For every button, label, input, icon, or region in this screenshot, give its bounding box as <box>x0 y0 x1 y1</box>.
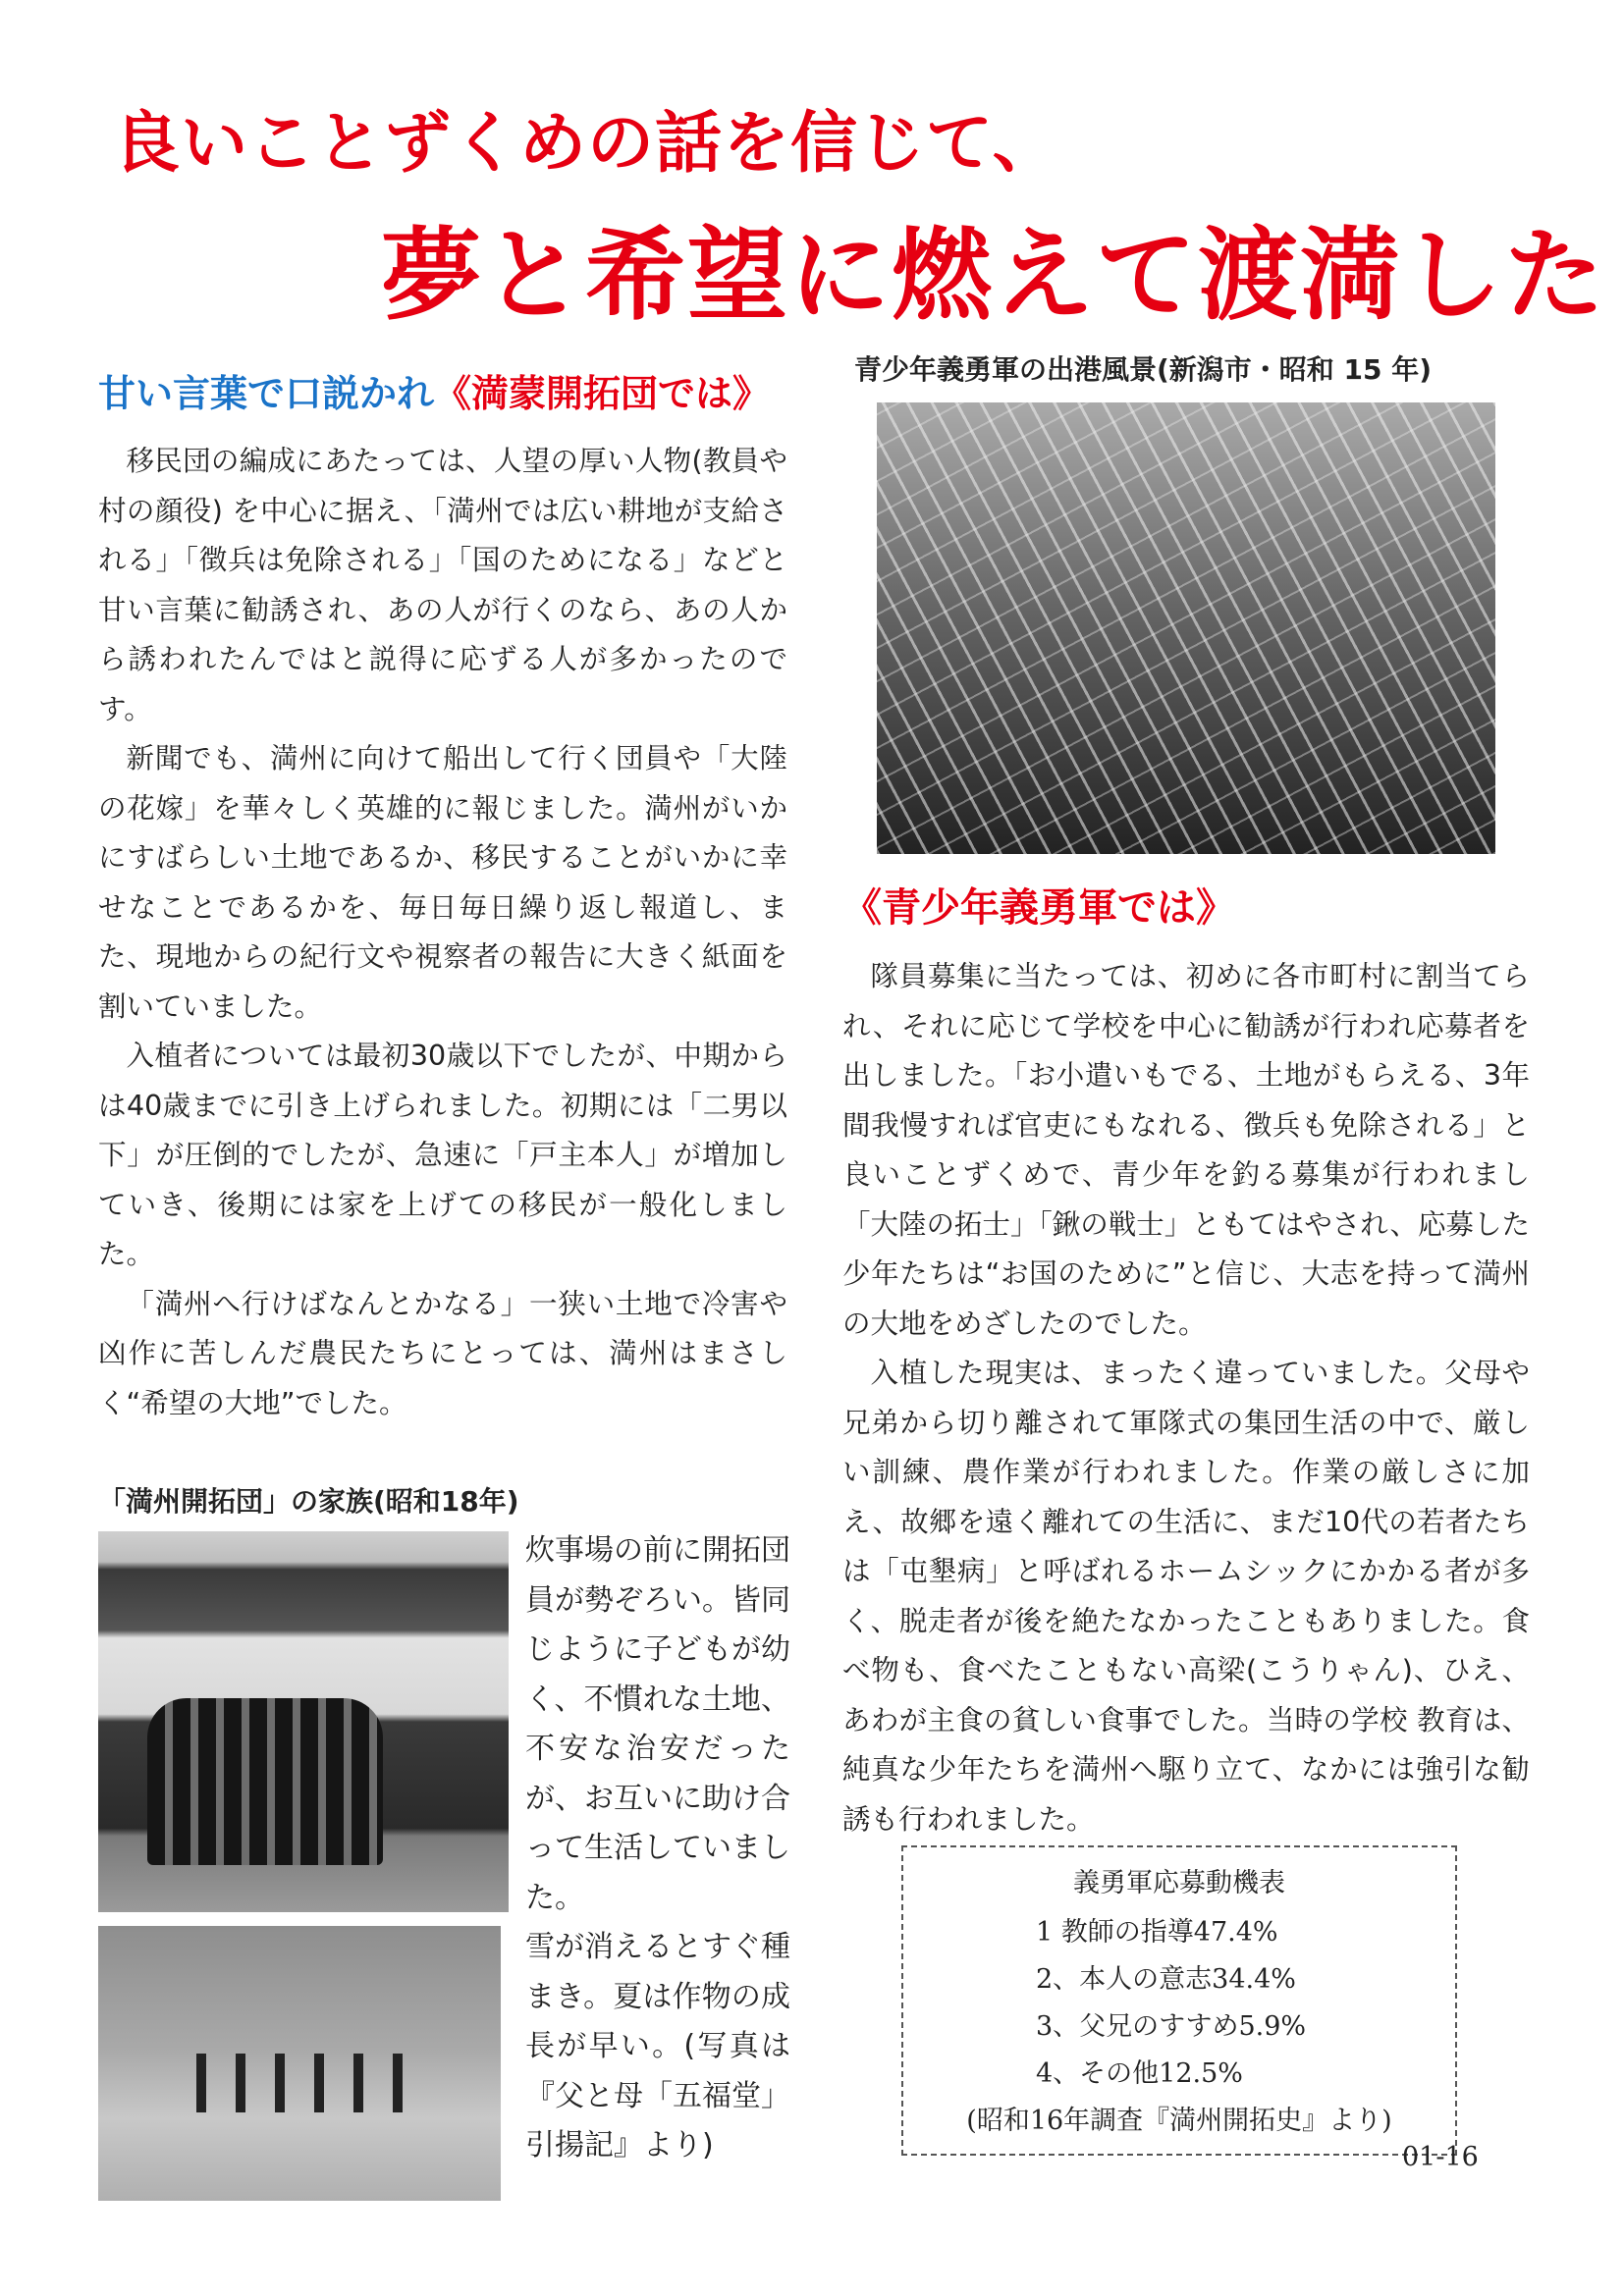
side-text-paragraph: 雪が消えるとすぐ種まき。夏は作物の成長が早い。(写真は『父と母「五福堂」引揚記』より) <box>525 1930 790 2163</box>
page-number: 01-16 <box>1402 2142 1479 2172</box>
stats-row: 2、本人の意志34.4% <box>1036 1964 1296 1995</box>
right-paragraph: 入植した現実は、まったく違っていました。父母や兄弟から切り離されて軍隊式の集団生活の中で、厳しい訓練、農作業が行われました。作業の厳しさに加え、故郷を遠く離れての生活に、まだ10代の若者たちは「屯墾病」と呼ばれるホームシックにかかる者が多く、脱走者が後を絶たなかったこともありました。食べ物も、食べたこともない高梁(こうりゃん)、ひえ、あわが主食の貧しい食事でした。当時の学校 教育は、純真な少年たちを満州へ駆り立て、なかには強引な勧誘も行われました。 <box>842 1357 1530 1836</box>
right-body <box>842 952 1530 1844</box>
ship-departure-photo <box>877 402 1495 854</box>
left-heading <box>98 363 770 417</box>
title-line1: 良いことずくめの話を信じて、 <box>113 105 1060 183</box>
stats-row: 1 教師の指導47.4% <box>1036 1917 1278 1948</box>
left-heading-red: 《満蒙開拓団では》 <box>434 372 771 415</box>
ship-photo-caption: 青少年義勇軍の出港風景(新潟市・昭和 15 年) <box>854 353 1433 386</box>
motivation-stats-box <box>901 1845 1457 2156</box>
stats-source: (昭和16年調査『満州開拓史』より) <box>966 2106 1392 2136</box>
left-paragraph: 新聞でも、満州に向けて船出して行く団員や「大陸の花嫁」を華々しく英雄的に報じました。満州がいかにすばらしい土地であるか、移民することがいかに幸せなことであるかを、毎日毎日繰り返し報道し、また、現地からの紀行文や視察者の報告に大きく紙面を割いていました。 <box>98 742 787 1023</box>
right-paragraph: 隊員募集に当たっては、初めに各市町村に割当てられ、それに応じて学校を中心に勧誘が行われ応募者を出しました。「お小遣いもでる、土地がもらえる、3年間我慢すれば官吏にもなれる、徴兵も免除される」と良いことずくめで、青少年を釣る募集が行われまし「大陸の拓士」「鍬の戦士」ともてはやされ、応募した少年たちは“お国のために”と信じ、大志を持って満州の大地をめざしたのでした。 <box>842 960 1530 1340</box>
family-photo-description <box>525 1526 790 2171</box>
family-group-figure <box>147 1698 383 1865</box>
stats-row: 3、父兄のすすめ5.9% <box>1036 2011 1307 2042</box>
side-text-paragraph: 炊事場の前に開拓団員が勢ぞろい。皆同じように子どもが幼く、不慣れな土地、不安な治安だったが、お互いに助け合って生活していました。 <box>525 1533 790 1915</box>
right-heading: 《青少年義勇軍では》 <box>842 885 1235 931</box>
stats-title: 義勇軍応募動機表 <box>1073 1868 1285 1898</box>
stats-row: 4、その他12.5% <box>1036 2058 1243 2089</box>
field-photo <box>98 1926 501 2201</box>
left-heading-blue: 甘い言葉で口説かれ <box>98 372 435 415</box>
title-line2: 夢と希望に燃えて渡満した <box>381 218 1606 335</box>
field-workers-figure <box>196 2054 432 2112</box>
left-paragraph: 移民団の編成にあたっては、人望の厚い人物(教員や村の顔役) を中心に据え、「満州では広い耕地が支給される」「徴兵は免除される」「国のためになる」などと甘い言葉に勧誘され、あの人が行くのなら、あの人から誘われたんではと説得に応ずる人が多かったのです。 <box>98 445 787 725</box>
left-paragraph: 入植者については最初30歳以下でしたが、中期からは40歳までに引き上げられました。初期には「二男以下」が圧倒的でしたが、急速に「戸主本人」が増加していき、後期には家を上げての移民が一般化しました。 <box>98 1040 787 1270</box>
left-body <box>98 437 787 1428</box>
family-photo <box>98 1531 509 1912</box>
left-paragraph: 「満州へ行けばなんとかなる」一狭い土地で冷害や凶作に苦しんだ農民たちにとっては、満州はまさしく“希望の大地”でした。 <box>98 1287 787 1419</box>
family-photo-caption: 「満州開拓団」の家族(昭和18年) <box>98 1485 519 1518</box>
